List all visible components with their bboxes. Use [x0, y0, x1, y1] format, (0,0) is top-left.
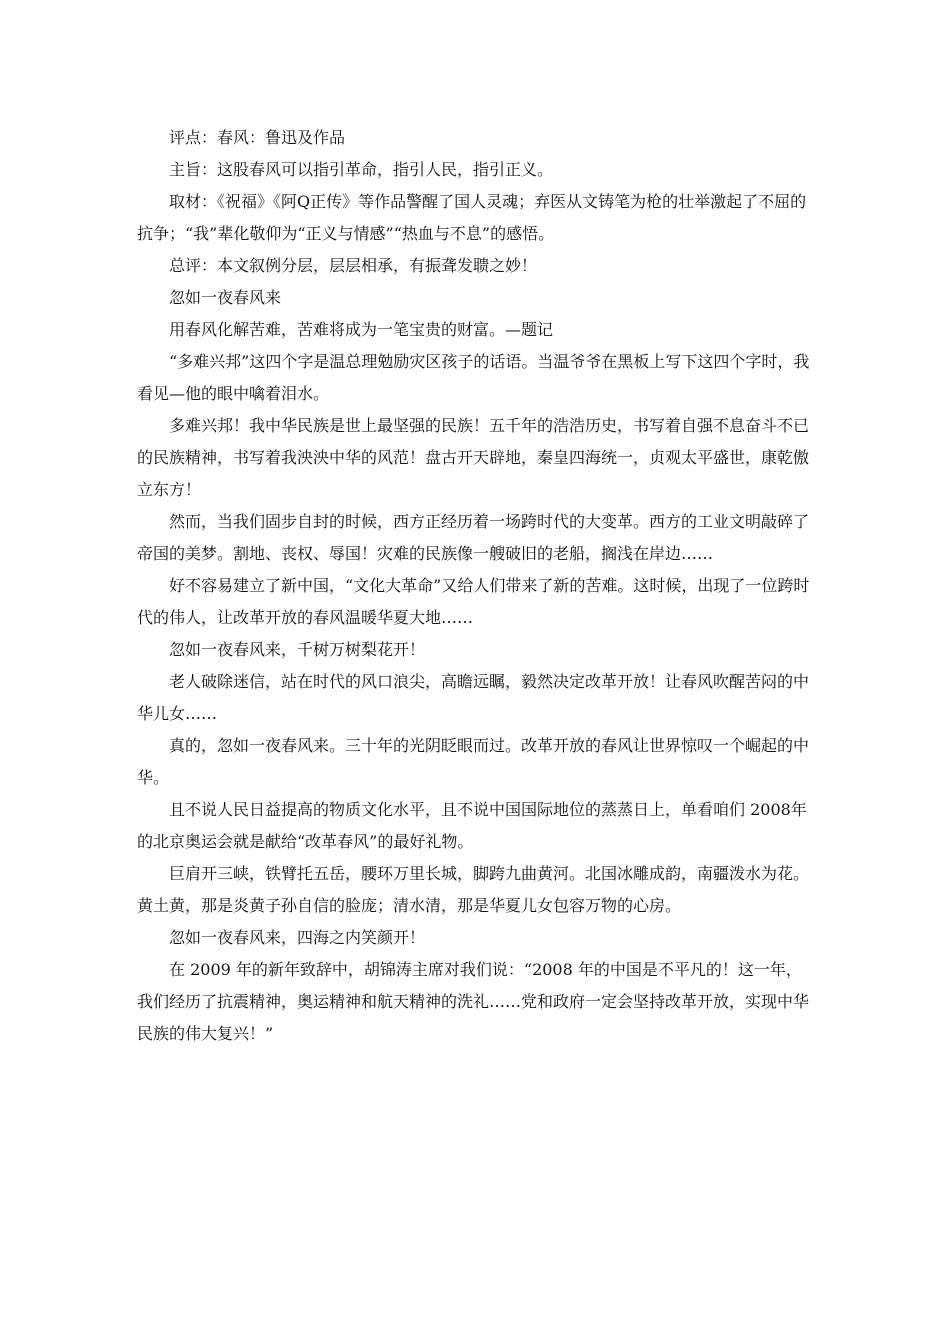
body-paragraph: 真的，忽如一夜春风来。三十年的光阴眨眼而过。改革开放的春风让世界惊叹一个崛起的中华。: [137, 736, 810, 787]
essay-title: 忽如一夜春风来: [169, 288, 282, 307]
essay-epigraph: 用春风化解苦难，苦难将成为一笔宝贵的财富。—题记: [169, 320, 554, 339]
body-paragraph: 老人破除迷信，站在时代的风口浪尖，高瞻远瞩，毅然决定改革开放！让春风吹醒苦闷的中华儿女……: [137, 672, 810, 723]
review-theme: 主旨：这股春风可以指引革命，指引人民，指引正义。: [169, 160, 554, 179]
review-heading: 评点：春风：鲁迅及作品: [169, 128, 346, 147]
body-paragraph: 多难兴邦！我中华民族是世上最坚强的民族！五千年的浩浩历史，书写着自强不息奋斗不已的民族精神，书写着我泱泱中华的风范！盘古开天辟地，秦皇四海统一，贞观太平盛世，康乾傲立东方！: [137, 416, 810, 499]
body-paragraph: 忽如一夜春风来，千树万树梨花开！: [169, 640, 426, 659]
review-summary: 总评：本文叙例分层，层层相承，有振聋发聩之妙！: [169, 256, 538, 275]
body-paragraph: “多难兴邦”这四个字是温总理勉励灾区孩子的话语。当温爷爷在黑板上写下这四个字时，我看见—他的眼中噙着泪水。: [137, 352, 810, 403]
document-body: [137, 122, 813, 1050]
body-paragraph: 巨肩开三峡，铁臂托五岳，腰环万里长城，脚跨九曲黄河。北国冰雕成韵，南疆泼水为花。黄土黄，那是炎黄子孙自信的脸庞；清水清，那是华夏儿女包容万物的心房。: [137, 864, 810, 915]
body-paragraph: 忽如一夜春风来，四海之内笑颜开！: [169, 928, 426, 947]
review-material: 取材：《祝福》《阿Q正传》等作品警醒了国人灵魂；弃医从文铸笔为枪的壮举激起了不屈的抗争；“我”辈化敬仰为“正义与情感”“热血与不息”的感悟。: [137, 192, 807, 243]
body-paragraph: 然而，当我们固步自封的时候，西方正经历着一场跨时代的大变革。西方的工业文明敲碎了帝国的美梦。割地、丧权、辱国！灾难的民族像一艘破旧的老船，搁浅在岸边……: [137, 512, 810, 563]
body-paragraph: 在 2009 年的新年致辞中，胡锦涛主席对我们说：“2008 年的中国是不平凡的！这一年，我们经历了抗震精神，奥运精神和航天精神的洗礼……党和政府一定会坚持改革开放，实现中华民族的伟大复兴！”: [137, 960, 810, 1043]
body-paragraph: 好不容易建立了新中国，“文化大革命”又给人们带来了新的苦难。这时候，出现了一位跨时代的伟人，让改革开放的春风温暖华夏大地……: [137, 576, 810, 627]
body-paragraph: 且不说人民日益提高的物质文化水平，且不说中国国际地位的蒸蒸日上，单看咱们 2008年的北京奥运会就是献给“改革春风”的最好礼物。: [137, 800, 807, 851]
